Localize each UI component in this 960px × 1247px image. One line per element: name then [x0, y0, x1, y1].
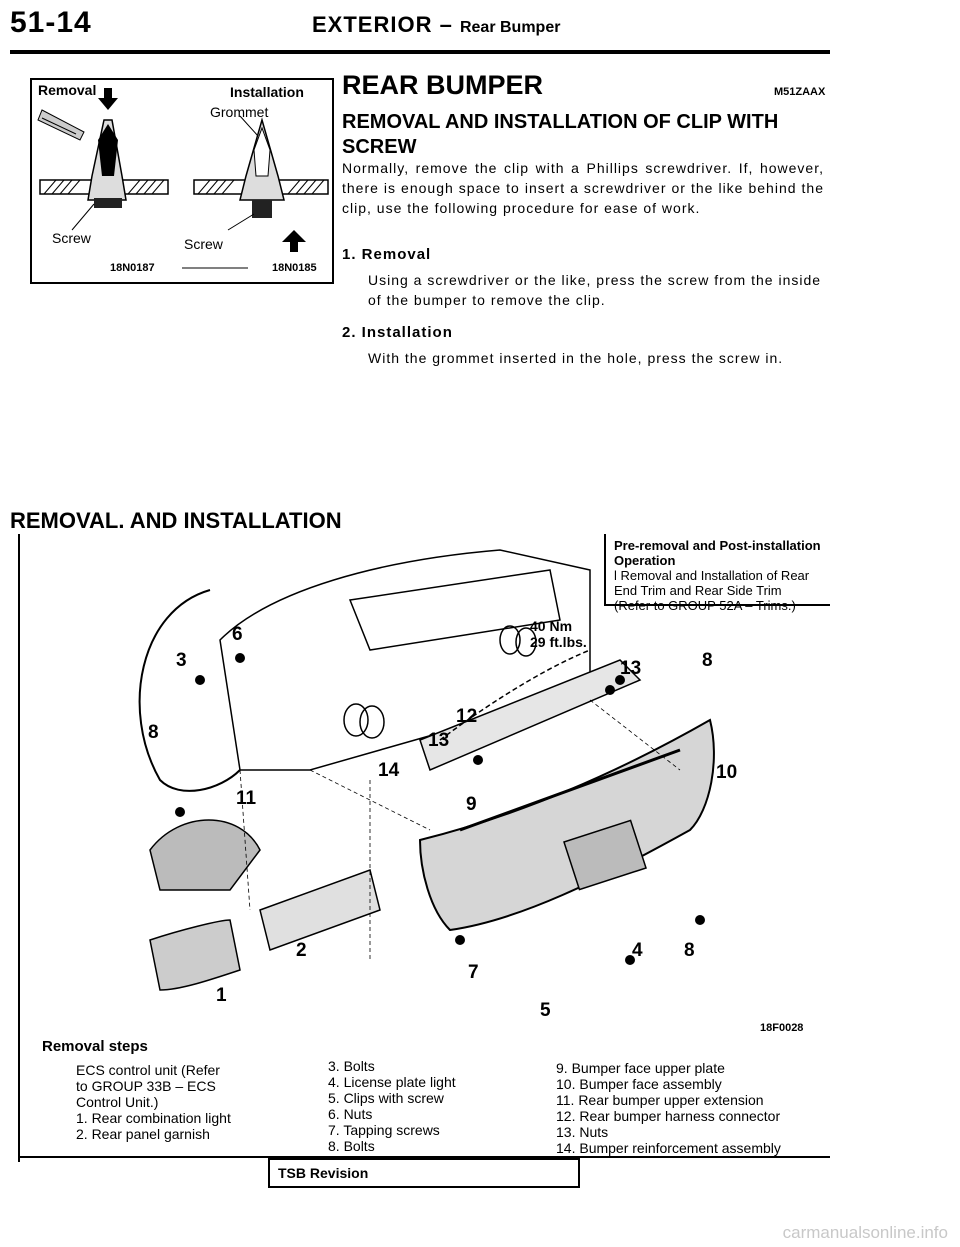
trunk-lid: [350, 570, 560, 650]
list-item: 8. Bolts: [328, 1138, 375, 1154]
list-item: 12. Rear bumper harness connector: [556, 1108, 781, 1124]
clip-left: [88, 120, 126, 208]
subsection-title: REMOVAL AND INSTALLATION OF CLIP WITH SCREW: [342, 111, 779, 158]
header-subtitle: Rear Bumper: [459, 19, 561, 36]
step-removal-title: 1. Removal: [342, 246, 432, 263]
diagram-frame-line: [18, 534, 20, 1162]
rear-panel-garnish: [260, 870, 380, 950]
callout-9: 9: [466, 794, 477, 815]
bumper-exploded-diagram: [120, 530, 740, 1020]
callout-3: 3: [176, 650, 187, 671]
callout-5: 5: [540, 1000, 551, 1021]
header-dash: –: [439, 12, 453, 37]
callout-10: 10: [716, 762, 738, 783]
upper-extension: [150, 820, 260, 890]
callout-7: 7: [468, 962, 479, 983]
installation-arrow-icon: [282, 230, 306, 252]
screw-label-right: Screw: [184, 236, 223, 252]
bolt-icon: [175, 807, 185, 817]
tire: [140, 590, 240, 791]
torque-spec: [530, 618, 587, 650]
list-item: 10. Bumper face assembly: [556, 1076, 722, 1092]
header-title: [312, 12, 560, 38]
list-item: 1. Rear combination light: [76, 1110, 231, 1126]
list-item: 13. Nuts: [556, 1124, 609, 1140]
nut-icon: [235, 653, 245, 663]
diagram-title: REMOVAL. AND INSTALLATION: [10, 508, 342, 533]
callout-13-right: 13: [620, 658, 642, 679]
list-item: 11. Rear bumper upper extension: [556, 1092, 764, 1108]
torque-nm: 40 Nm: [530, 618, 573, 634]
list-item: 7. Tapping screws: [328, 1122, 440, 1138]
note-heading: Pre-removal and Post-installation Operation: [614, 538, 821, 568]
bolt-icon: [195, 675, 205, 685]
step-installation-text: With the grommet inserted in the hole, press the screw in.: [368, 350, 784, 366]
step-installation-title: 2. Installation: [342, 324, 453, 341]
list-item: ECS control unit (Refer: [76, 1062, 220, 1078]
removal-steps-col2: [328, 1058, 518, 1154]
section-code: M51ZAAX: [774, 86, 826, 98]
tapping-screw-icon: [455, 935, 465, 945]
bolt-icon: [695, 915, 705, 925]
nut-icon: [605, 685, 615, 695]
list-item: 2. Rear panel garnish: [76, 1126, 210, 1142]
removal-steps-heading: Removal steps: [42, 1038, 148, 1055]
callout-6: 6: [232, 624, 243, 645]
removal-steps-col3: [556, 1060, 826, 1156]
list-item: 5. Clips with screw: [328, 1090, 444, 1106]
step-removal-text: Using a screwdriver or the like, press the screw from the inside of the bumper to remove the clip.: [368, 272, 822, 308]
callout-14: 14: [378, 760, 400, 781]
figure-code-left: 18N0187: [110, 262, 155, 274]
intro-paragraph: Normally, remove the clip with a Phillips screwdriver. If, however, there is enough space to insert a screwdriver or the like behind the clip, use the following procedure for ease of work.: [342, 160, 824, 216]
callout-13-left: 13: [428, 730, 450, 751]
figure-code-right: 18N0185: [272, 262, 317, 274]
callout-11: 11: [236, 788, 257, 809]
torque-ftlbs: 29 ft.lbs.: [530, 634, 587, 650]
header-title-main: EXTERIOR: [312, 12, 433, 37]
header-rule: [10, 50, 830, 54]
exhaust-pipe: [360, 706, 384, 738]
diagram-figure-code: 18F0028: [760, 1022, 804, 1034]
list-item: 9. Bumper face upper plate: [556, 1060, 725, 1076]
list-item: 4. License plate light: [328, 1074, 456, 1090]
screw-label-left: Screw: [52, 230, 91, 246]
list-item: Control Unit.): [76, 1094, 159, 1110]
bumper-reinforcement: [420, 660, 640, 770]
note-item: l Removal and Installation of Rear End Trim and Rear Side Trim: [614, 568, 810, 598]
clip-figure: [30, 78, 334, 284]
clip-right: [240, 116, 284, 218]
removal-arrow-icon: [98, 88, 118, 110]
grommet-label: Grommet: [210, 104, 269, 120]
callout-8-left: 8: [148, 722, 159, 743]
list-item: 14. Bumper reinforcement assembly: [556, 1140, 781, 1156]
list-item: 6. Nuts: [328, 1106, 373, 1122]
section-title: REAR BUMPER: [342, 70, 544, 100]
callout-2: 2: [296, 940, 307, 961]
callout-12: 12: [456, 706, 478, 727]
screwdriver-icon: [38, 110, 84, 140]
clip-illustration: [32, 80, 332, 282]
list-item: 3. Bolts: [328, 1058, 375, 1074]
callout-1: 1: [216, 985, 227, 1006]
vehicle-body: [220, 550, 590, 770]
watermark: carmanualsonline.info: [782, 1223, 948, 1242]
tsb-revision-box: TSB Revision: [268, 1158, 580, 1188]
nut-icon: [473, 755, 483, 765]
rear-combination-light: [150, 920, 240, 990]
list-item: to GROUP 33B – ECS: [76, 1078, 216, 1094]
callout-8-bottom: 8: [684, 940, 695, 961]
callout-8-right: 8: [702, 650, 713, 671]
note-ref: (Refer to GROUP 52A – Trims.): [614, 598, 796, 613]
removal-steps-col1: [76, 1062, 296, 1142]
page-number: 51-14: [10, 6, 92, 39]
removal-label: Removal: [38, 82, 97, 98]
installation-label: Installation: [230, 84, 304, 100]
callout-4: 4: [632, 940, 643, 961]
